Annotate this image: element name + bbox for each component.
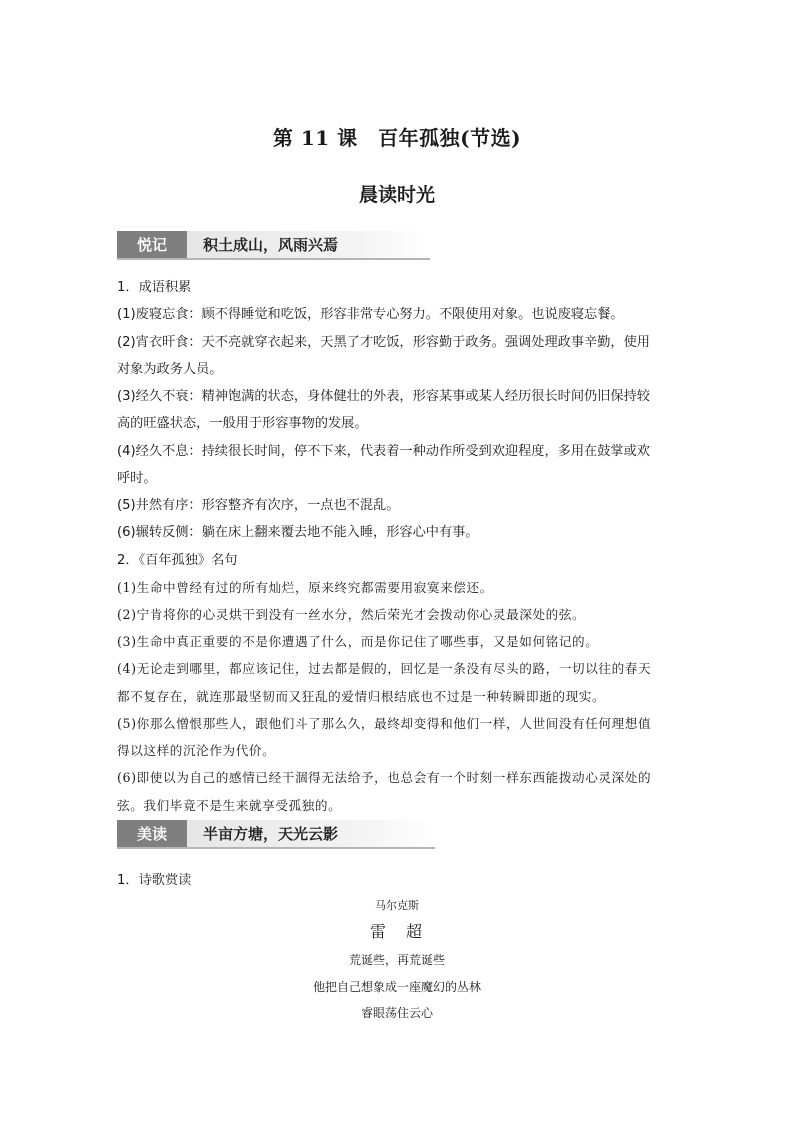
section-banner-yueji [117,231,430,260]
poem-line: 荒诞些，再荒诞些 [348,953,445,967]
page-title: 第 11 课 百年孤独(节选) [272,126,522,150]
section-tag: 美读 [117,820,187,847]
quote-line: 得以这样的沉沦作为代价。 [117,743,276,758]
idiom-line: 对象为政务人员。 [117,362,223,377]
section-headline: 半亩方塘，天光云影 [187,820,435,847]
poetry-heading: 1．诗歌赏读 [117,873,192,888]
idiom-line: 高的旺盛状态，一般用于形容事物的发展。 [117,416,368,431]
poem-author: 马尔克斯 [375,899,419,912]
idiom-line: (2)宵衣旰食：天不亮就穿衣起来，天黑了才吃饭，形容勤于政务。强调处理政事辛勤，使用 [117,335,650,350]
section-headline: 积土成山，风雨兴焉 [187,231,430,258]
idiom-line: (6)辗转反侧：躺在床上翻来覆去地不能入睡，形容心中有事。 [117,525,479,540]
quote-line: 弦。我们毕竟不是生来就享受孤独的。 [117,798,342,813]
page-subtitle: 晨读时光 [358,184,435,206]
quote-line: (4)无论走到哪里，都应该记住，过去都是假的，回忆是一条没有尽头的路，一切以往的春天 [117,661,652,676]
quote-line: (2)宁肯将你的心灵烘干到没有一丝水分，然后荣光才会拨动你心灵最深处的弦。 [117,607,586,622]
quote-line: (6)即使以为自己的感情已经干涸得无法给予，也总会有一个时刻一样东西能拨动心灵深处的 [117,770,652,785]
section-tag: 悦记 [117,231,187,258]
idiom-line: (3)经久不衰：精神饱满的状态，身体健壮的外表，形容某事或某人经历很长时间仍旧保持较 [117,389,650,404]
idiom-line: 呼时。 [117,471,157,486]
quote-line: (1)生命中曾经有过的所有灿烂，原来终究都需要用寂寞来偿还。 [117,580,493,595]
quote-line: (3)生命中真正重要的不是你遭遇了什么，而是你记住了哪些事，又是如何铭记的。 [117,634,599,649]
poem-title: 雷 超 [369,922,424,941]
idioms-heading: 1．成语积累 [117,280,192,295]
quote-line: 都不复存在，就连那最坚韧而又狂乱的爱情归根结底也不过是一种转瞬即逝的现实。 [117,689,606,704]
quote-line: (5)你那么憎恨那些人，跟他们斗了那么久，最终却变得和他们一样，人世间没有任何理想值 [117,716,652,731]
poem-line: 睿眼荡住云心 [360,1006,433,1020]
section-banner-meidu [117,820,435,849]
idiom-line: (5)井然有序：形容整齐有次序，一点也不混乱。 [117,498,400,513]
idiom-line: (1)废寝忘食：顾不得睡觉和吃饭，形容非常专心努力。不限使用对象。也说废寝忘餐。 [117,307,624,322]
poem-line: 他把自己想象成一座魔幻的丛林 [312,980,481,994]
quotes-heading: 2．《百年孤独》名句 [117,553,238,568]
idiom-line: (4)经久不息：持续很长时间，停不下来，代表着一种动作所受到欢迎程度，多用在鼓掌或欢 [117,444,650,459]
